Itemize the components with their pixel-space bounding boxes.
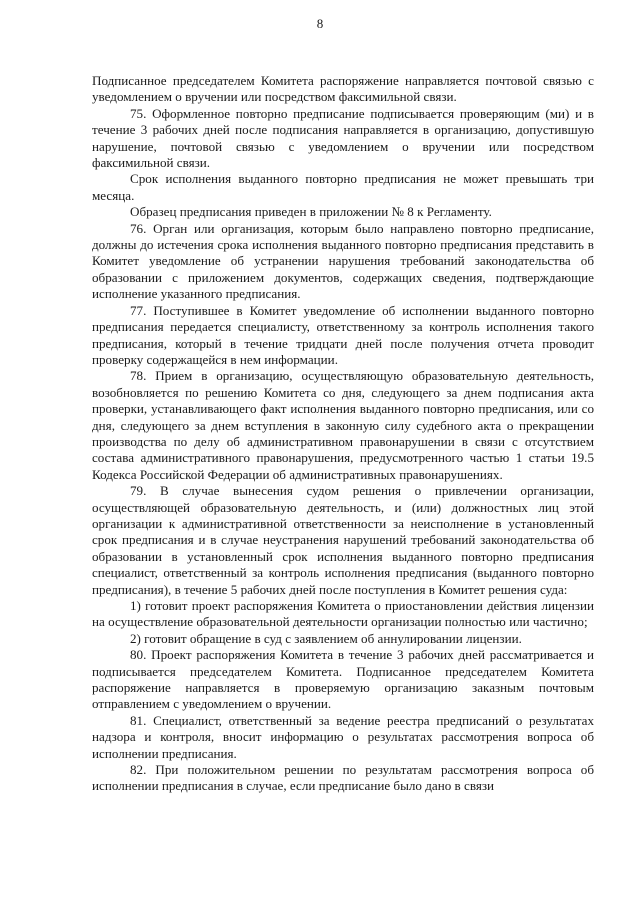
paragraph-77: 77. Поступившее в Комитет уведомление об исполнении выданного повторно предписания передается специалисту, ответственному за контроль исполнения такого предписания, который в течение тридцати дней после получения отчета проводит проверку содержащейся в нем информации. — [92, 302, 594, 367]
paragraph-repeat-order-deadline: Срок исполнения выданного повторно предписания не может превышать три месяца. — [92, 171, 594, 203]
paragraph-80: 80. Проект распоряжения Комитета в течение 3 рабочих дней рассматривается и подписывается председателем Комитета. Подписанное председателем Комитета распоряжение направляется в проверяемую организацию заказным почтовым отправлением с уведомлением о вручении. — [92, 647, 594, 712]
paragraph-79-item-2: 2) готовит обращение в суд с заявлением об аннулировании лицензии. — [130, 630, 522, 646]
paragraph-76: 76. Орган или организация, которым было направлено повторно предписание, должны до истечения срока исполнения выданного повторно предписания представить в Комитет уведомление об устранении нарушения требований законодательства об образовании с приложением документов, содержащих сведения, подтверждающие исполнение указанного предписания. — [92, 220, 594, 302]
paragraph-82: 82. При положительном решении по результатам рассмотрения вопроса об исполнении предписания в случае, если предписание было дано в связи — [92, 762, 594, 794]
page-number: 8 — [316, 16, 324, 31]
paragraph-continuation: Подписанное председателем Комитета распоряжение направляется почтовой связью с уведомлением о вручении или посредством факсимильной связи. — [92, 73, 594, 105]
paragraph-78: 78. Прием в организацию, осуществляющую образовательную деятельность, возобновляется по решению Комитета со дня, следующего за днем подписания акта проверки, устанавливающего факт исполнения выданного повторно предписания, или со дня, следующего за днем вступления в законную силу судебного акта о прекращении производства по делу об административном правонарушении в связи с отсутствием состава административного правонарушения, предусмотренного частью 1 статьи 19.5 Кодекса Российской Федерации об административных правонарушениях. — [92, 368, 594, 482]
paragraph-81: 81. Специалист, ответственный за ведение реестра предписаний о результатах надзора и контроля, вносит информацию о результатах рассмотрения вопроса об исполнении предписания. — [92, 712, 594, 761]
document-body — [92, 73, 594, 795]
paragraph-79-item-1: 1) готовит проект распоряжения Комитета о приостановлении действия лицензии на осуществление образовательной деятельности организации полностью или частично; — [92, 598, 594, 630]
paragraph-75: 75. Оформленное повторно предписание подписывается проверяющим (ми) и в течение 3 рабочих дней после подписания направляется в организацию, допустившую нарушение, почтовой связью с уведомлением о вручении или посредством факсимильной связи. — [92, 105, 594, 171]
paragraph-79: 79. В случае вынесения судом решения о привлечении организации, осуществляющей образовательную деятельность, и (или) должностных лиц этой организации к административной ответственности за неисполнение в установленный срок предписания и в случае неустранения нарушений требований законодательства об образовании в установленный срок исполнения выданного повторно предписания специалист, ответственный за контроль исполнения предписания (выданного повторно предписания), в течение 5 рабочих дней после поступления в Комитет решения суда: — [92, 483, 594, 597]
paragraph-order-sample: Образец предписания приведен в приложении № 8 к Регламенту. — [130, 204, 492, 220]
